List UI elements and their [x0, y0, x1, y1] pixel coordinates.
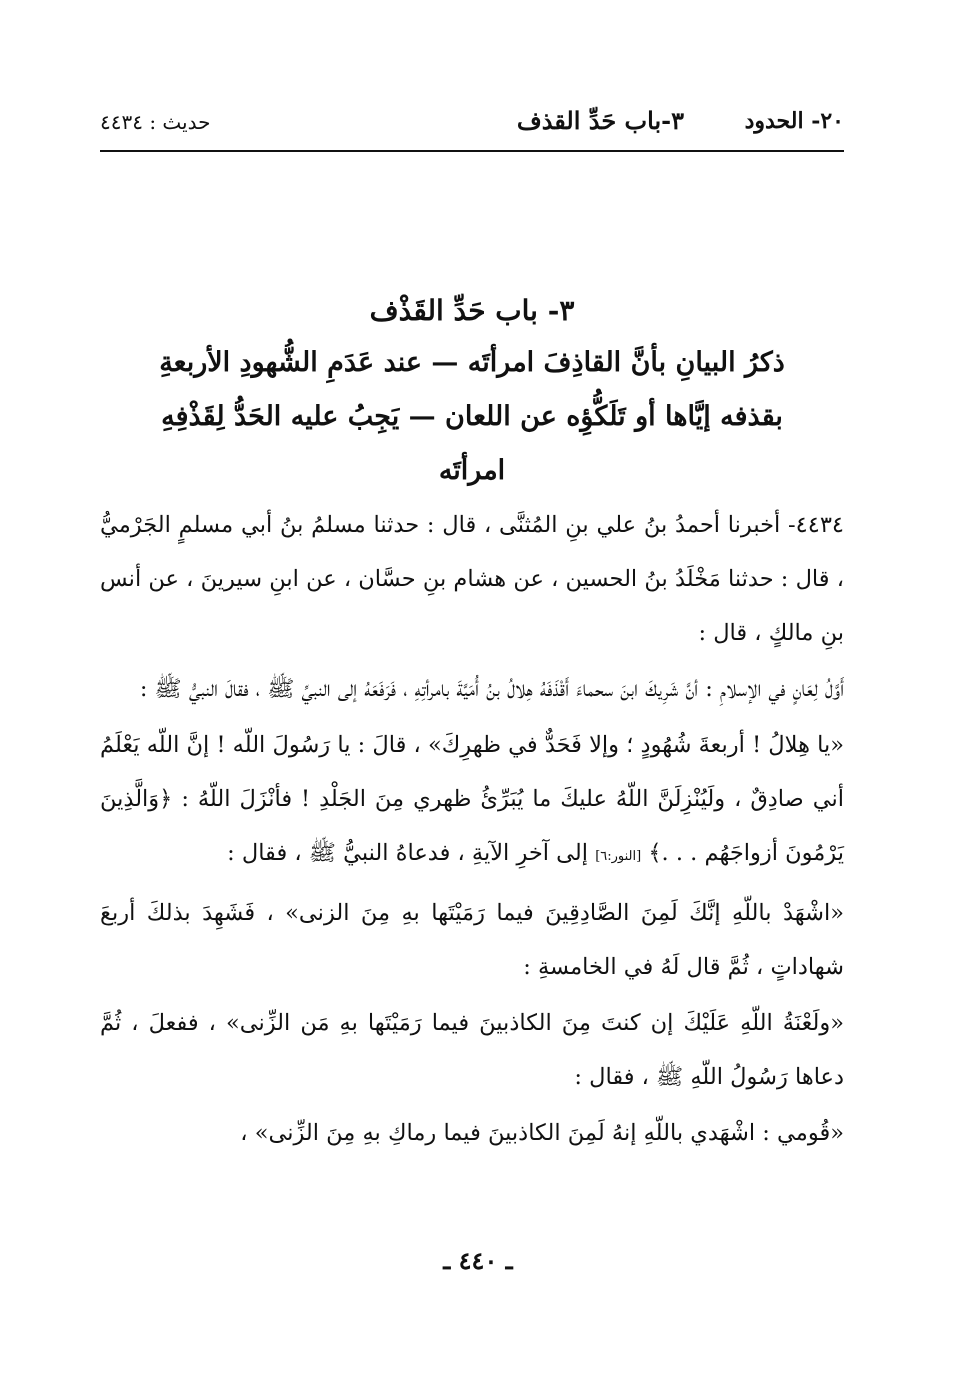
- dhikr-line-1: ذكرُ البيانِ بأنَّ القاذِفَ امرأتَه — عند عَدَمِ الشُّهودِ الأربعةِ: [159, 347, 785, 378]
- matn-paragraph-3: «اشْهَدْ باللّهِ إنَّكَ لَمِنَ الصَّادِقِينَ فيما رَمَيْتَها بهِ مِنَ الزنى» ، فَشَهِدَ بذلكَ أربعَ شهاداتٍ ، ثُمَّ قال لَهُ في الخامسةِ :: [100, 900, 844, 980]
- hadith-body: [100, 498, 844, 1160]
- paragraph-2-text: «يا هِلالُ ! أربعةَ شُهُودٍ ؛ وإلا فَحَدٌّ في ظهرِكَ» ، قالَ : يا رَسُولَ اللّه ! إنَّ اللّه يَعْلَمُ أني صادِقٌ ، ولَيُنْزِلَنَّ اللّهُ عليكَ ما يُبَرِّئُ ظهري مِنَ الجَلْدِ ! فأنْزَلَ اللّهُ : ﴿وَالَّذِينَ يَرْمُونَ أزواجَهُم . . .﴾: [100, 732, 844, 866]
- page-number: ـ ٤٤٠ ـ: [443, 1246, 513, 1275]
- dhikr-line-3: امرأتَه: [438, 455, 506, 486]
- chapter-heading: ٢٠- الحدود: [744, 108, 844, 134]
- hadith-reference: حديث : ٤٤٣٤: [100, 110, 211, 134]
- section-heading: ٣-باب حَدِّ القذف: [516, 106, 684, 135]
- bab-title: ٣- باب حَدِّ القَذْف: [369, 294, 575, 327]
- matn-paragraph-2: [100, 718, 844, 884]
- matn-paragraph-5: «قُومي : اشْهَدي باللّهِ إنهُ لَمِنَ الكاذبينَ فيما رماكِ بهِ مِنَ الزِّنى» ،: [240, 1120, 844, 1146]
- isnad-paragraph: ٤٤٣٤- أخبرنا أحمدُ بنُ علي بنِ المُثنَّى ، قال : حدثنا مسلمُ بنُ أبي مسلمٍ الجَرْميُّ ، قال : حدثنا مَخْلَدُ بنُ الحسين ، عن هشام بنِ حسَّان ، عن ابنِ سيرينَ ، عن أنس بنِ مالكٍ ، قال :: [100, 512, 844, 646]
- dhikr-line-2: بقذفه إيَّاها أو تَلَكُّؤِه عن اللعان — يَجِبُ عليه الحَدُّ لِقَذْفِهِ: [161, 401, 783, 432]
- paragraph-2-continuation: إلى آخرِ الآيةِ ، فدعاهُ النبيُّ ﷺ ، فقال :: [227, 840, 589, 866]
- quran-reference: [النور:٦]: [595, 849, 642, 864]
- running-header: [100, 104, 844, 148]
- header-rule: [100, 150, 844, 152]
- matn-paragraph-4: «ولَعْنَةُ اللّهِ عَلَيْكَ إن كنتَ مِنَ الكاذبينَ فيما رَمَيْتَها بهِ مَن الزِّنى» ، ففعلَ ، ثُمَّ دعاها رَسُولُ اللّهِ ﷺ ، فقال :: [100, 1010, 844, 1090]
- title-block: [100, 286, 844, 498]
- matn-paragraph-1: أَوَّلُ لِعَانٍ في الإسلامِ : أنَّ شَرِيكَ ابنَ سحماءَ أَقْذَفَهُ هِلالُ بنُ أُمَيَّةَ بامرأتِهِ ، فَرَفَعَهُ إلى النبيِّ ﷺ ، فقالَ النبيُّ ﷺ :: [139, 676, 844, 702]
